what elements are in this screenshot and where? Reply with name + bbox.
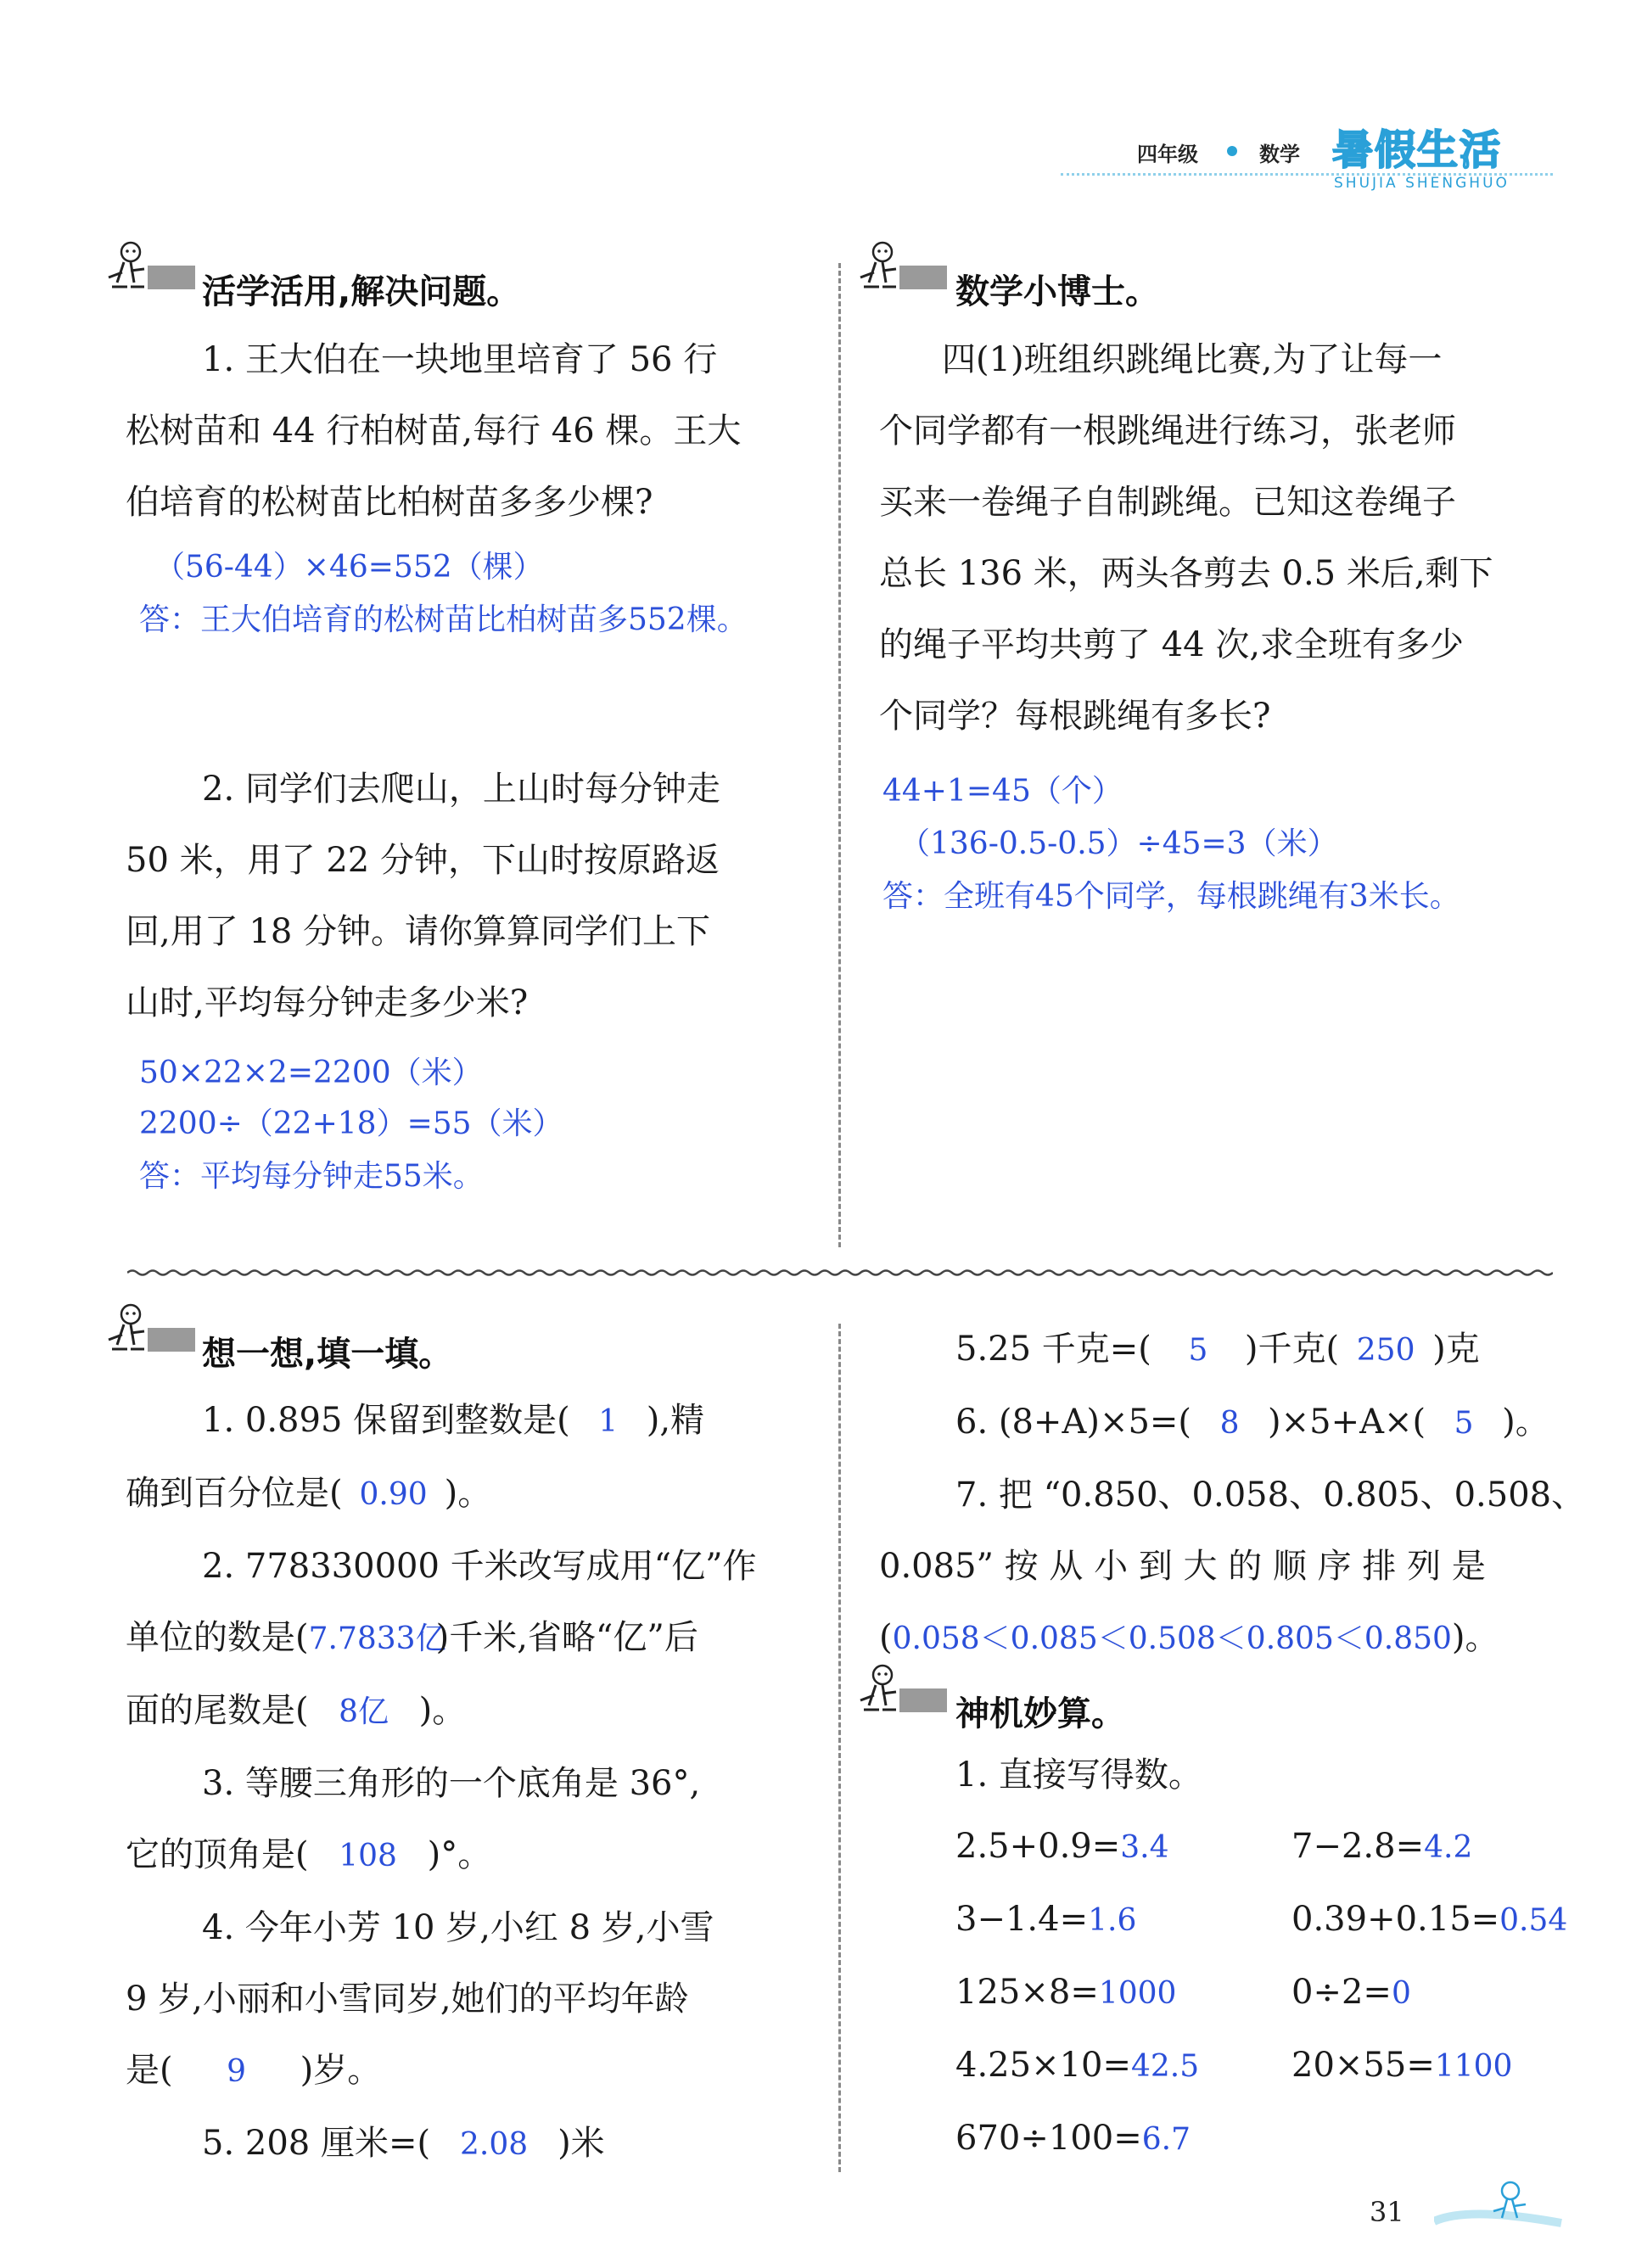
q-text: 面的尾数是( (126, 1691, 309, 1730)
calc-answer: 1000 (1098, 1976, 1177, 2011)
calc-answer: 3.4 (1120, 1830, 1169, 1865)
fill-answer: 1 (598, 1404, 619, 1439)
section-title-fill: 想一想,填一填。 (202, 1335, 453, 1374)
column-divider-bottom (838, 1324, 841, 2172)
q-text: )米 (557, 2124, 605, 2163)
fill-answer: 8亿 (339, 1694, 389, 1729)
calc-expr: 125×8= (955, 1973, 1099, 2012)
q-text: )°。 (427, 1835, 492, 1874)
calc-expr: 670÷100= (955, 2119, 1142, 2158)
wavy-separator (127, 1263, 1553, 1283)
calc-answer: 0.54 (1499, 1903, 1568, 1938)
calc-answer: 0 (1391, 1976, 1411, 2011)
answer-line: 答：王大伯培育的松树苗比柏树苗多552棵。 (139, 602, 748, 637)
calc-answer: 6.7 (1141, 2122, 1191, 2157)
q-text: 单位的数是( (126, 1618, 309, 1657)
section-title-apply: 活学活用,解决问题。 (202, 272, 521, 311)
calc-row (955, 2103, 1549, 2176)
fill-answer: 7.7833亿 (308, 1621, 446, 1656)
fill-answer: 5 (1454, 1406, 1474, 1441)
question-line: 总长 136 米，两头各剪去 0.5 米后,剩下 (879, 554, 1493, 593)
question-line: 山时,平均每分钟走多少米? (126, 983, 529, 1022)
question-line (126, 2035, 757, 2108)
page-number: 31 (1370, 2196, 1404, 2228)
calc-answer: 42.5 (1131, 2049, 1200, 2084)
subquestion-direct: 1. 直接写得数。 (955, 1756, 1202, 1795)
q-text: )。 (418, 1691, 467, 1730)
q-text: 它的顶角是( (126, 1835, 309, 1874)
calc-expr: 4.25×10= (955, 2046, 1131, 2085)
section-title-calc: 神机妙算。 (955, 1694, 1125, 1733)
calc-row (955, 1884, 1568, 1957)
calc-expr: 0.39+0.15= (1291, 1900, 1500, 1939)
answer-line: 50×22×2=2200（米） (139, 1056, 483, 1090)
q-text: ( (879, 1618, 893, 1657)
calc-row (955, 2030, 1549, 2103)
question-line: 1. 王大伯在一块地里培育了 56 行 (202, 340, 718, 379)
kid-mascot-icon (105, 1302, 199, 1362)
fill-questions-right (879, 1313, 1585, 1675)
question-line: 松树苗和 44 行柏树苗,每行 46 棵。王大 (126, 412, 742, 451)
question-line: 4. 今年小芳 10 岁,小红 8 岁,小雪 (202, 1908, 714, 1947)
calc-answer: 4.2 (1424, 1830, 1473, 1865)
fill-questions-left (126, 1385, 757, 2181)
calc-right (1291, 1957, 1411, 2030)
column-divider-top (838, 263, 841, 1247)
answer-line: 答：全班有45个同学，每根跳绳有3米长。 (882, 879, 1460, 914)
q-text: 1. 0.895 保留到整数是( (202, 1401, 570, 1440)
answer-line: （56-44）×46=552（棵） (154, 550, 544, 585)
fill-answer: 0.90 (359, 1477, 428, 1512)
fill-answer: 0.058＜0.085＜0.508＜0.805＜0.850 (892, 1621, 1452, 1656)
fill-answer: 8 (1219, 1406, 1240, 1441)
question-line: 回,用了 18 分钟。请你算算同学们上下 (126, 912, 711, 951)
question-line: 7. 把 “0.850、0.058、0.805、0.508、 (955, 1476, 1586, 1515)
question-line (879, 1386, 1585, 1459)
question-line (126, 1819, 757, 1892)
calc-grid (955, 1811, 1568, 2176)
header-divider (1061, 173, 1553, 176)
question-line (126, 1602, 757, 1675)
subject-label: 数学 (1259, 143, 1300, 166)
calc-right (1291, 2030, 1512, 2103)
calc-expr: 2.5+0.9= (955, 1827, 1121, 1866)
question-line: 3. 等腰三角形的一个底角是 36°, (202, 1764, 701, 1803)
calc-row (955, 1811, 1549, 1884)
fill-answer: 9 (227, 2054, 247, 2089)
question-line: 四(1)班组织跳绳比赛,为了让每一 (942, 340, 1443, 379)
question-1 (126, 324, 741, 538)
logo-subtitle: SHUJIA SHENGHUO (1334, 175, 1510, 192)
q-text: )千克( (1244, 1330, 1340, 1369)
question-line (126, 1458, 757, 1531)
logo-title: 暑假生活 (1332, 126, 1503, 174)
calc-row (955, 1957, 1549, 2030)
calc-expr: 0÷2= (1291, 1973, 1392, 2012)
question-line: 买来一卷绳子自制跳绳。已知这卷绳子 (879, 483, 1456, 522)
fill-answer: 250 (1356, 1333, 1415, 1368)
calc-right (1291, 1811, 1472, 1884)
q-text: )。 (1502, 1403, 1549, 1442)
q-text: 5. 208 厘米=( (202, 2124, 431, 2163)
question-line: 2. 778330000 千米改写成用“亿”作 (202, 1547, 757, 1586)
question-line (879, 1313, 1585, 1386)
q-text: 是( (126, 2051, 173, 2090)
header-dot (1227, 146, 1237, 156)
q-text: 6. (8+A)×5=( (955, 1403, 1192, 1442)
question-rope (879, 324, 1493, 752)
question-line: 个同学都有一根跳绳进行练习，张老师 (879, 412, 1456, 451)
question-line (126, 1675, 757, 1748)
calc-expr: 7−2.8= (1291, 1827, 1425, 1866)
answer-line: （136-0.5-0.5）÷45=3（米） (899, 826, 1338, 861)
fill-answer: 108 (339, 1839, 397, 1873)
calc-expr: 3−1.4= (955, 1900, 1089, 1939)
question-line: 2. 同学们去爬山，上山时每分钟走 (202, 770, 720, 809)
question-line: 个同学？每根跳绳有多长? (879, 697, 1271, 736)
calc-expr: 20×55= (1291, 2046, 1435, 2085)
question-line: 的绳子平均共剪了 44 次,求全班有多少 (879, 625, 1465, 664)
answer-line: 2200÷（22+18）=55（米） (139, 1106, 563, 1141)
q-text: )。 (444, 1474, 492, 1513)
kid-mascot-icon (857, 240, 950, 300)
answer-line: 答：平均每分钟走55米。 (139, 1159, 484, 1194)
question-line: 伯培育的松树苗比柏树苗多多少棵? (126, 483, 653, 522)
answer-line: 44+1=45（个） (882, 774, 1123, 809)
q-text: )克 (1432, 1330, 1480, 1369)
section-title-math-doctor: 数学小博士。 (955, 272, 1159, 311)
q-text: ),精 (646, 1401, 705, 1440)
q-text: )。 (1451, 1618, 1499, 1657)
q-text: 确到百分位是( (126, 1474, 343, 1513)
calc-right (1291, 1884, 1567, 1957)
kid-mascot-icon (105, 240, 199, 300)
question-line (126, 1385, 757, 1458)
q-text: )×5+A×( (1268, 1403, 1426, 1442)
question-line: 9 岁,小丽和小雪同岁,她们的平均年龄 (126, 1980, 689, 2019)
question-line: 50 米，用了 22 分钟，下山时按原路返 (126, 841, 720, 880)
q-text: 5.25 千克=( (955, 1330, 1151, 1369)
kid-mascot-icon (1434, 2172, 1570, 2240)
q-text: )千米,省略“亿”后 (435, 1618, 698, 1657)
q-text: )岁。 (300, 2051, 382, 2090)
fill-answer: 2.08 (459, 2127, 529, 2162)
question-line: 0.085” 按 从 小 到 大 的 顺 序 排 列 是 (879, 1547, 1486, 1586)
grade-label: 四年级 (1137, 143, 1198, 166)
calc-answer: 1100 (1434, 2049, 1513, 2084)
question-line (126, 2108, 757, 2181)
calc-answer: 1.6 (1088, 1903, 1137, 1938)
question-line (879, 1602, 1585, 1675)
question-2 (126, 753, 720, 1039)
fill-answer: 5 (1188, 1333, 1208, 1368)
